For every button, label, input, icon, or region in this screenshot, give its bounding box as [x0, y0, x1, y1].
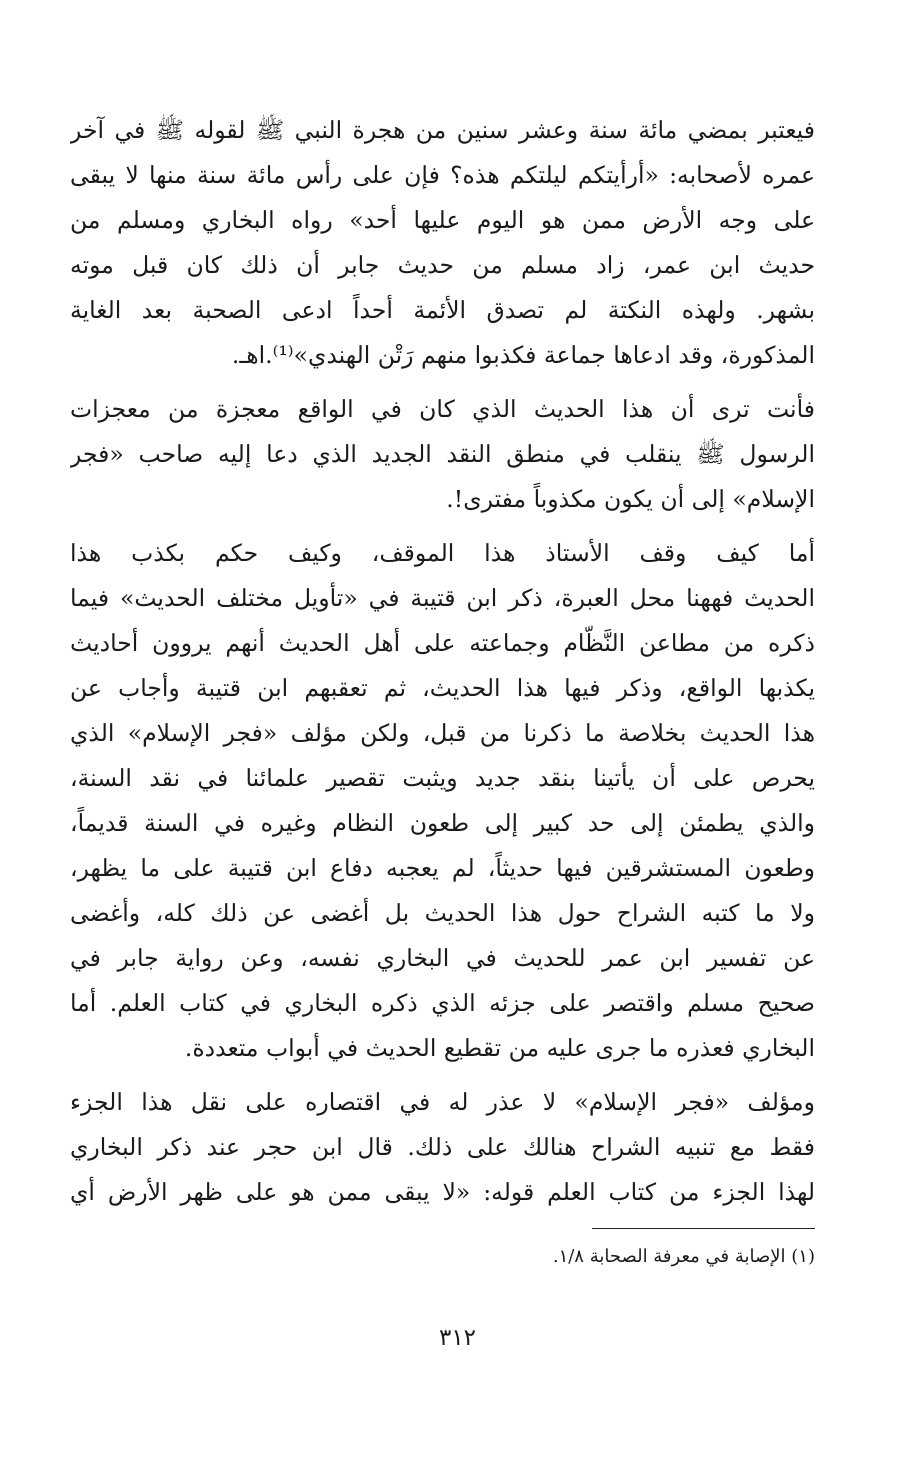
text-line: الإسلام» إلى أن يكون مكذوباً مفترى!. — [446, 485, 815, 513]
text-line: على وجه الأرض ممن هو اليوم عليها أحد» رواه البخاري ومسلم من — [70, 206, 815, 234]
text-line: أما كيف وقف الأستاذ هذا الموقف، وكيف حكم بكذب هذا — [70, 539, 815, 567]
paragraph-3 — [70, 531, 815, 1071]
paragraph-gap — [70, 378, 815, 387]
text-line: والذي يطمئن إلى حد كبير إلى طعون النظام وغيره في السنة قديماً، — [70, 809, 815, 837]
text-line: عمره لأصحابه: «أرأيتكم ليلتكم هذه؟ فإن على رأس مائة سنة منها لا يبقى — [70, 161, 815, 189]
paragraph-2 — [70, 387, 815, 522]
main-text — [70, 108, 815, 1215]
text-line: يكذبها الواقع، وذكر فيها هذا الحديث، ثم تعقبهم ابن قتيبة وأجاب عن — [70, 674, 815, 702]
text-line: بشهر. ولهذه النكتة لم تصدق الأئمة أحداً ادعى الصحبة بعد الغاية — [70, 296, 815, 324]
text-line: الرسول ﷺ ينقلب في منطق النقد الجديد الذي دعا إليه صاحب «فجر — [70, 440, 815, 468]
text-line: يحرص على أن يأتينا بنقد جديد ويثبت تقصير علمائنا في نقد السنة، — [70, 764, 815, 792]
text-line: فأنت ترى أن هذا الحديث الذي كان في الواقع معجزة من معجزات — [70, 395, 815, 423]
footnote: (١) الإصابة في معرفة الصحابة ١/٨. — [552, 1246, 815, 1267]
text-line: وطعون المستشرقين فيها حديثاً، لم يعجبه دفاع ابن قتيبة على ما يظهر، — [70, 854, 815, 882]
paragraph-gap — [70, 1071, 815, 1080]
paragraph-gap — [70, 522, 815, 531]
paragraph-4 — [70, 1080, 815, 1215]
paragraph-1 — [70, 108, 815, 378]
text-line: ذكره من مطاعن النَّظّام وجماعته على أهل الحديث أنهم يروون أحاديث — [70, 629, 815, 657]
page-number: ٣١٢ — [438, 1325, 477, 1351]
footnote-divider — [592, 1228, 815, 1229]
text-line: البخاري فعذره ما جرى عليه من تقطيع الحديث في أبواب متعددة. — [184, 1034, 815, 1062]
text-line: الحديث فههنا محل العبرة، ذكر ابن قتيبة في «تأويل مختلف الحديث» فيما — [70, 584, 815, 612]
text-line: فيعتبر بمضي مائة سنة وعشر سنين من هجرة النبي ﷺ لقوله ﷺ في آخر — [70, 116, 815, 144]
text-line: فقط مع تنبيه الشراح هنالك على ذلك. قال ابن حجر عند ذكر البخاري — [70, 1133, 815, 1161]
text-line: هذا الحديث بخلاصة ما ذكرنا من قبل، ولكن مؤلف «فجر الإسلام» الذي — [70, 719, 815, 747]
text-line: ومؤلف «فجر الإسلام» لا عذر له في اقتصاره على نقل هذا الجزء — [70, 1088, 815, 1116]
text-line: حديث ابن عمر، زاد مسلم من حديث جابر أن ذلك كان قبل موته — [70, 251, 815, 279]
text-line: صحيح مسلم واقتصر على جزئه الذي ذكره البخاري في كتاب العلم. أما — [70, 989, 815, 1017]
text-line: عن تفسير ابن عمر للحديث في البخاري نفسه، وعن رواية جابر في — [70, 944, 815, 972]
text-line: لهذا الجزء من كتاب العلم قوله: «لا يبقى ممن هو على ظهر الأرض أي — [70, 1178, 815, 1206]
text-line: ولا ما كتبه الشراح حول هذا الحديث بل أغضى عن ذلك كله، وأغضى — [70, 899, 815, 927]
text-line: المذكورة، وقد ادعاها جماعة فكذبوا منهم رَتْن الهندي»⁽¹⁾.اهـ. — [231, 341, 815, 369]
